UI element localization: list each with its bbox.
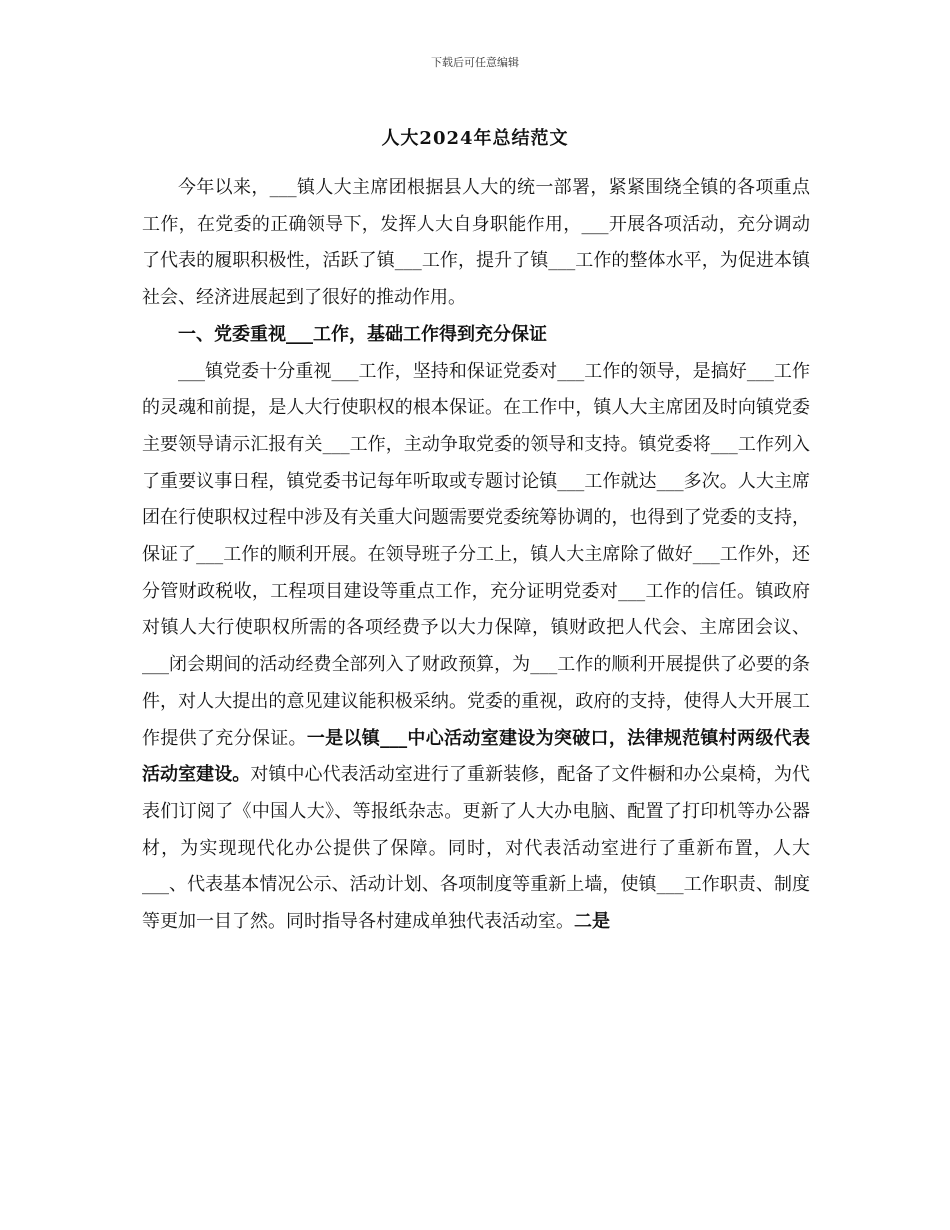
paragraph-text: 对镇中心代表活动室进行了重新装修，配备了文件橱和办公桌椅，为代表们订阅了《中国人大》、等报纸杂志。更新了人大办电脑、配置了打印机等办公器材，为实现现代化办公提供了保障。同时，对代表活动室进行了重新布置，人大___、代表基本情况公示、活动计划、各项制度等重新上墙，使镇___工作职责、制度等更加一目了然。同时指导各村建成单独代表活动室。 [142, 764, 811, 933]
section-paragraph [142, 354, 810, 941]
paragraph-bold-phrase: 一是以镇___中心活动室建设为突破口，法律规范镇村两级代表活动室建设。 [142, 727, 810, 786]
paragraph-text: ___镇党委十分重视___工作，坚持和保证党委对___工作的领导，是搞好___工作的灵魂和前提，是人大行使职权的根本保证。在工作中，镇人大主席团及时向镇党委主要领导请示汇报有关___工作，主动争取党委的领导和支持。镇党委将___工作列入了重要议事日程，镇党委书记每年听取或专题讨论镇___工作就达___多次。人大主席团在行使职权过程中涉及有关重大问题需要党委统筹协调的，也得到了党委的支持，保证了___工作的顺利开展。在领导班子分工上，镇人大主席除了做好___工作外，还分管财政税收，工程项目建设等重点工作，充分证明党委对___工作的信任。镇政府对镇人大行使职权所需的各项经费予以大力保障，镇财政把人代会、主席团会议、___闭会期间的活动经费全部列入了财政预算，为___工作的顺利开展提供了必要的条件，对人大提出的意见建议能积极采纳。党委的重视，政府的支持，使得人大开展工作提供了充分保证。 [142, 360, 810, 749]
document-body [142, 170, 810, 941]
intro-paragraph: 今年以来，___镇人大主席团根据县人大的统一部署，紧紧围绕全镇的各项重点工作，在党委的正确领导下，发挥人大自身职能作用，___开展各项活动，充分调动了代表的履职积极性，活跃了镇___工作，提升了镇___工作的整体水平，为促进本镇社会、经济进展起到了很好的推动作用。 [142, 177, 810, 309]
section-heading: 一、党委重视___工作，基础工作得到充分保证 [178, 323, 547, 345]
paragraph-bold-phrase: 二是 [574, 911, 610, 933]
document-title: 人大2024年总结范文 [381, 128, 569, 149]
page-header-note: 下载后可任意编辑 [431, 56, 519, 69]
